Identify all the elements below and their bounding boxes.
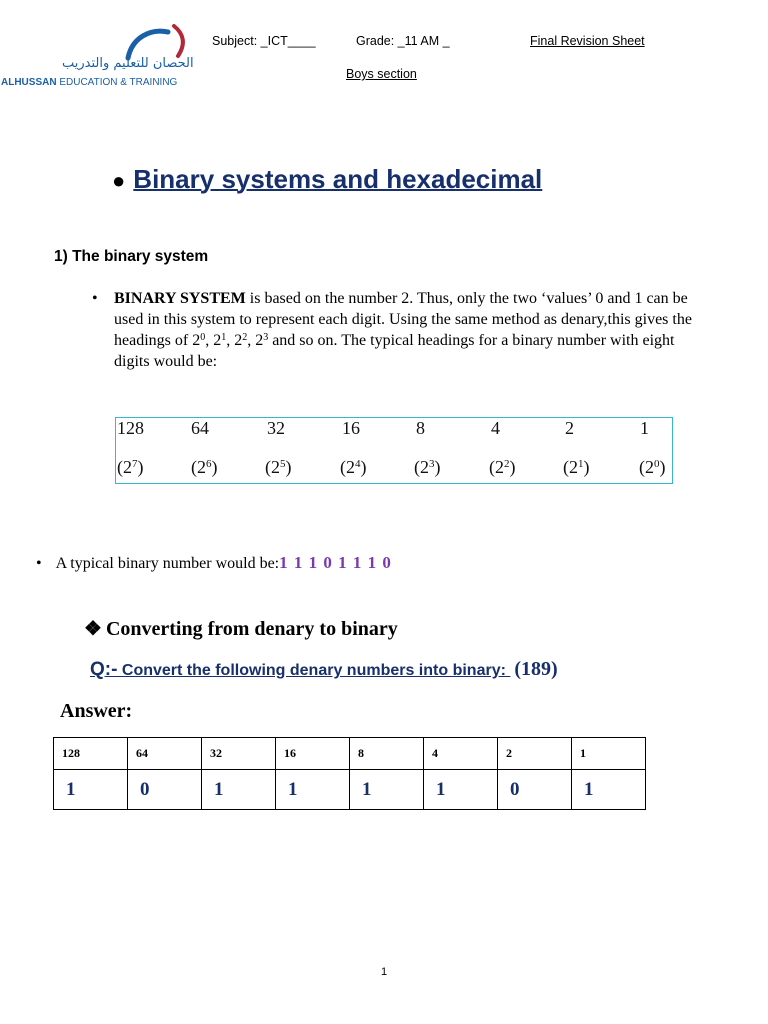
table-header-cell: 1 bbox=[572, 738, 646, 770]
place-value: 2 bbox=[565, 418, 574, 438]
table-value-cell: 1 bbox=[202, 770, 276, 810]
table-value-cell: 1 bbox=[276, 770, 350, 810]
place-power: $(2^1)$ bbox=[563, 457, 590, 477]
converting-heading: ❖ Converting from denary to binary bbox=[84, 618, 398, 640]
bullet-icon: • bbox=[36, 555, 42, 572]
diamond-bullet-icon: ❖ bbox=[84, 618, 102, 640]
place-value-table bbox=[115, 417, 673, 484]
table-header-cell: 2 bbox=[498, 738, 572, 770]
answer-label: Answer: bbox=[60, 700, 133, 722]
table-value-cell: 0 bbox=[128, 770, 202, 810]
table-value-cell: 0 bbox=[498, 770, 572, 810]
table-header-cell: 16 bbox=[276, 738, 350, 770]
logo-arabic-text: الحصان للتعليم والتدريب bbox=[62, 56, 194, 71]
table-row bbox=[54, 738, 646, 770]
section-label: Boys section bbox=[346, 67, 417, 81]
place-power: $(2^2)$ bbox=[489, 457, 516, 477]
page-number: 1 bbox=[380, 966, 388, 978]
table-value-cell: 1 bbox=[424, 770, 498, 810]
place-value: 64 bbox=[191, 418, 209, 438]
typical-binary-line: • A typical binary number would be:1 1 1 0 1 1 1 0 bbox=[36, 553, 392, 572]
page-title: ● Binary systems and hexadecimal bbox=[112, 164, 543, 194]
table-value-cell: 1 bbox=[54, 770, 128, 810]
place-power: $(2^0)$ bbox=[639, 457, 666, 477]
table-row bbox=[54, 770, 646, 810]
typical-binary-number: 1 1 1 0 1 1 1 0 bbox=[279, 553, 392, 572]
table-header-cell: 4 bbox=[424, 738, 498, 770]
place-power: $(2^7)$ bbox=[117, 457, 144, 477]
table-header-cell: 128 bbox=[54, 738, 128, 770]
place-value: 8 bbox=[416, 418, 425, 438]
answer-table bbox=[53, 737, 646, 810]
sheet-title: Final Revision Sheet bbox=[530, 34, 645, 48]
question-line: Q:- Convert the following denary numbers into binary: (189) bbox=[90, 658, 558, 680]
place-value: 32 bbox=[267, 418, 285, 438]
table-value-cell: 1 bbox=[572, 770, 646, 810]
subject-field: Subject: _ICT____ bbox=[212, 34, 316, 48]
place-value: 128 bbox=[117, 418, 144, 438]
place-value: 16 bbox=[342, 418, 360, 438]
logo-english-text: ALHUSSAN EDUCATION & TRAINING bbox=[1, 77, 178, 88]
place-power: $(2^6)$ bbox=[191, 457, 218, 477]
place-power: $(2^3)$ bbox=[414, 457, 441, 477]
place-power: $(2^4)$ bbox=[340, 457, 367, 477]
table-header-cell: 64 bbox=[128, 738, 202, 770]
place-value: 1 bbox=[640, 418, 649, 438]
bullet-icon: • bbox=[92, 290, 98, 307]
grade-field: Grade: _11 AM _ bbox=[356, 34, 450, 48]
place-value: 4 bbox=[491, 418, 500, 438]
table-header-cell: 32 bbox=[202, 738, 276, 770]
section-heading-binary: 1) The binary system bbox=[54, 248, 209, 265]
bullet-icon: ● bbox=[112, 168, 126, 193]
table-value-cell: 1 bbox=[350, 770, 424, 810]
table-header-cell: 8 bbox=[350, 738, 424, 770]
place-power: $(2^5)$ bbox=[265, 457, 292, 477]
